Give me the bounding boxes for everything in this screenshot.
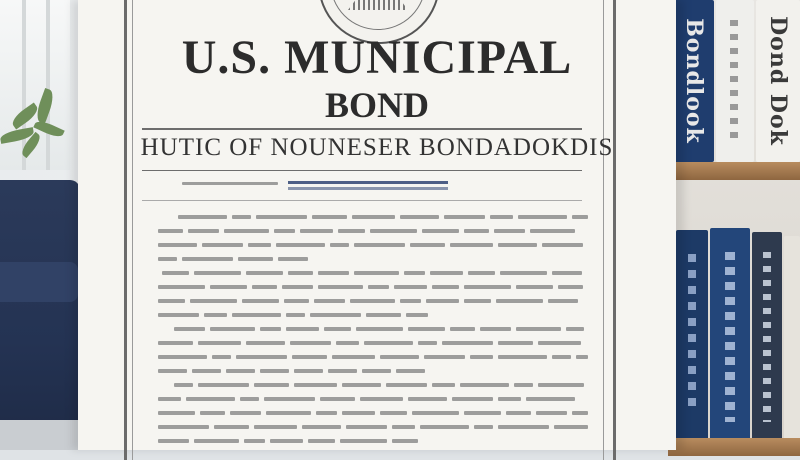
body-text-word [394, 285, 427, 289]
body-text-word [518, 215, 567, 219]
body-text-word [194, 439, 239, 443]
body-text-word [260, 369, 289, 373]
body-text-word [464, 229, 489, 233]
body-text-word [548, 299, 578, 303]
body-text-word [274, 229, 295, 233]
body-text-word [236, 355, 287, 359]
body-text-word [232, 313, 281, 317]
body-text-word [288, 271, 313, 275]
body-text-word [210, 327, 255, 331]
body-text-word [158, 411, 195, 415]
certificate-title-line-2: BOND [324, 85, 429, 125]
divider-line [142, 200, 582, 201]
body-text-word [530, 229, 575, 233]
body-text-word [292, 355, 327, 359]
body-text-word [500, 271, 547, 275]
body-text-word [410, 243, 445, 247]
body-text-word [412, 411, 459, 415]
body-text-word [470, 355, 493, 359]
body-text-word [404, 271, 425, 275]
body-text-word [290, 341, 331, 345]
body-text-word [230, 411, 261, 415]
body-text-word [194, 271, 241, 275]
body-text-word [212, 355, 231, 359]
body-text-word [342, 411, 375, 415]
certificate-subtitle: HUTIC OF NOUNESER BONDADOKDIS [140, 134, 614, 161]
body-text-word [240, 397, 259, 401]
body-text-word [198, 383, 249, 387]
certificate-title: U.S. MUNICIPAL [181, 31, 573, 84]
body-text-word [186, 397, 235, 401]
body-text-word [190, 299, 237, 303]
body-text-word [432, 383, 455, 387]
body-text-word [316, 411, 337, 415]
divider-line [142, 128, 582, 130]
body-text-word [204, 313, 227, 317]
body-text-word [406, 313, 428, 317]
body-text-word [460, 383, 509, 387]
body-text-word [498, 341, 533, 345]
body-text-word [360, 397, 403, 401]
body-text-word [498, 243, 537, 247]
body-text-word [318, 271, 349, 275]
body-text-word [370, 229, 417, 233]
body-text-word [516, 327, 561, 331]
body-text-word [464, 299, 491, 303]
body-text-word [252, 285, 277, 289]
body-text-word [302, 425, 341, 429]
body-text-word [400, 215, 439, 219]
body-text-word [450, 243, 493, 247]
body-text-word [282, 285, 313, 289]
book-spine-title: Bondlook [681, 18, 707, 144]
body-text-word [286, 327, 319, 331]
decorative-stripe [288, 181, 448, 184]
body-text-word [242, 299, 279, 303]
body-text-word [328, 369, 357, 373]
body-text-word [350, 299, 395, 303]
decorative-stripe [288, 187, 448, 190]
bond-certificate [78, 0, 676, 450]
book [756, 0, 800, 162]
body-text-word [200, 411, 225, 415]
body-text-word [572, 215, 588, 219]
body-text-word [490, 215, 513, 219]
body-text-word [464, 411, 501, 415]
body-text-word [248, 243, 271, 247]
body-text-word [366, 313, 401, 317]
body-text-word [178, 215, 227, 219]
body-text-word [468, 271, 495, 275]
window-mullion [46, 0, 50, 170]
body-text-word [264, 397, 315, 401]
divider-line [142, 170, 582, 171]
body-text-word [174, 327, 205, 331]
book [784, 236, 800, 440]
body-text-word [426, 299, 459, 303]
body-text-word [354, 243, 405, 247]
body-text-word [158, 299, 185, 303]
body-text-word [158, 285, 205, 289]
body-text-word [392, 439, 418, 443]
body-text-word [346, 425, 387, 429]
body-text-word [182, 257, 233, 261]
body-text-word [260, 327, 281, 331]
body-text-word [498, 425, 549, 429]
body-text-word [210, 285, 247, 289]
body-text-word [232, 215, 251, 219]
body-text-word [330, 243, 349, 247]
body-text-word [368, 285, 389, 289]
book-spine-title: Dond Dok [765, 16, 791, 146]
body-text-word [392, 425, 415, 429]
body-text-word [312, 215, 347, 219]
body-text-word [158, 369, 187, 373]
body-text-word [538, 341, 581, 345]
body-text-word [320, 397, 355, 401]
body-text-word [254, 425, 297, 429]
sofa [0, 180, 80, 450]
body-text-word [474, 425, 493, 429]
body-text-word [158, 397, 181, 401]
body-text-word [444, 215, 485, 219]
body-text-word [554, 425, 588, 429]
body-text-word [526, 397, 575, 401]
body-text-word [552, 271, 582, 275]
body-text-word [480, 327, 511, 331]
shelf-board [668, 438, 800, 456]
fine-print [182, 180, 278, 190]
body-text-word [408, 397, 447, 401]
body-text-word [496, 299, 543, 303]
body-text-word [362, 369, 391, 373]
body-text-word [244, 439, 265, 443]
body-text-word [552, 355, 571, 359]
body-text-word [278, 257, 308, 261]
shelf-board [668, 162, 800, 180]
body-text-word [202, 243, 243, 247]
body-text-word [364, 341, 413, 345]
body-text-word [158, 439, 189, 443]
body-text-word [498, 397, 521, 401]
body-text-word [192, 369, 221, 373]
body-text-word [314, 299, 345, 303]
sofa-cushion [0, 262, 78, 302]
body-text-word [214, 425, 249, 429]
body-text-word [558, 285, 583, 289]
body-text-word [506, 411, 531, 415]
body-text-word [420, 425, 469, 429]
body-text-word [352, 215, 395, 219]
body-text-word [430, 271, 463, 275]
body-text-word [342, 383, 381, 387]
body-text-word [576, 355, 588, 359]
body-text-word [300, 229, 333, 233]
body-text-word [158, 313, 199, 317]
body-text-word [422, 229, 459, 233]
body-text-word [572, 411, 588, 415]
body-text-word [356, 327, 403, 331]
book [752, 232, 782, 440]
body-text-word [226, 369, 255, 373]
body-text-word [162, 271, 189, 275]
body-text-word [450, 327, 475, 331]
body-text-word [400, 299, 421, 303]
body-text-word [542, 243, 583, 247]
body-text-word [408, 327, 445, 331]
body-text-word [452, 397, 493, 401]
body-text-word [396, 369, 425, 373]
body-text-word [158, 425, 209, 429]
body-text-word [246, 271, 283, 275]
body-text-word [158, 229, 183, 233]
body-text-word [286, 313, 305, 317]
body-text-word [380, 355, 419, 359]
book [710, 228, 750, 440]
body-text-word [294, 383, 337, 387]
body-text-word [514, 383, 533, 387]
body-text-word [158, 341, 193, 345]
body-text-word [498, 355, 547, 359]
body-text-word [516, 285, 553, 289]
body-text-word [308, 439, 335, 443]
body-text-word [324, 327, 351, 331]
body-text-word [246, 341, 285, 345]
body-text-word [266, 411, 311, 415]
body-text-word [158, 355, 207, 359]
body-text-word [256, 215, 307, 219]
body-text-word [432, 285, 459, 289]
body-text-word [380, 411, 407, 415]
body-text-word [188, 229, 219, 233]
book [716, 0, 754, 162]
body-text-word [310, 313, 361, 317]
body-text-word [424, 355, 465, 359]
body-text-word [238, 257, 273, 261]
body-text-word [254, 383, 289, 387]
body-text-word [340, 439, 387, 443]
body-text-word [174, 383, 193, 387]
body-text-word [386, 383, 427, 387]
body-text-word [270, 439, 303, 443]
body-text-word [318, 285, 363, 289]
body-text-word [224, 229, 269, 233]
body-text-word [158, 257, 177, 261]
body-text-word [284, 299, 309, 303]
body-text-word [538, 383, 584, 387]
body-text-word [442, 341, 493, 345]
body-text-word [536, 411, 567, 415]
body-text-word [566, 327, 584, 331]
body-text-word [494, 229, 525, 233]
body-text-word [276, 243, 325, 247]
body-text-word [354, 271, 399, 275]
body-text-word [158, 243, 197, 247]
body-text-word [336, 341, 359, 345]
body-text-word [294, 369, 323, 373]
body-text-word [198, 341, 241, 345]
body-text-word [418, 341, 437, 345]
body-text-word [332, 355, 375, 359]
body-text-word [338, 229, 365, 233]
body-text-word [464, 285, 511, 289]
